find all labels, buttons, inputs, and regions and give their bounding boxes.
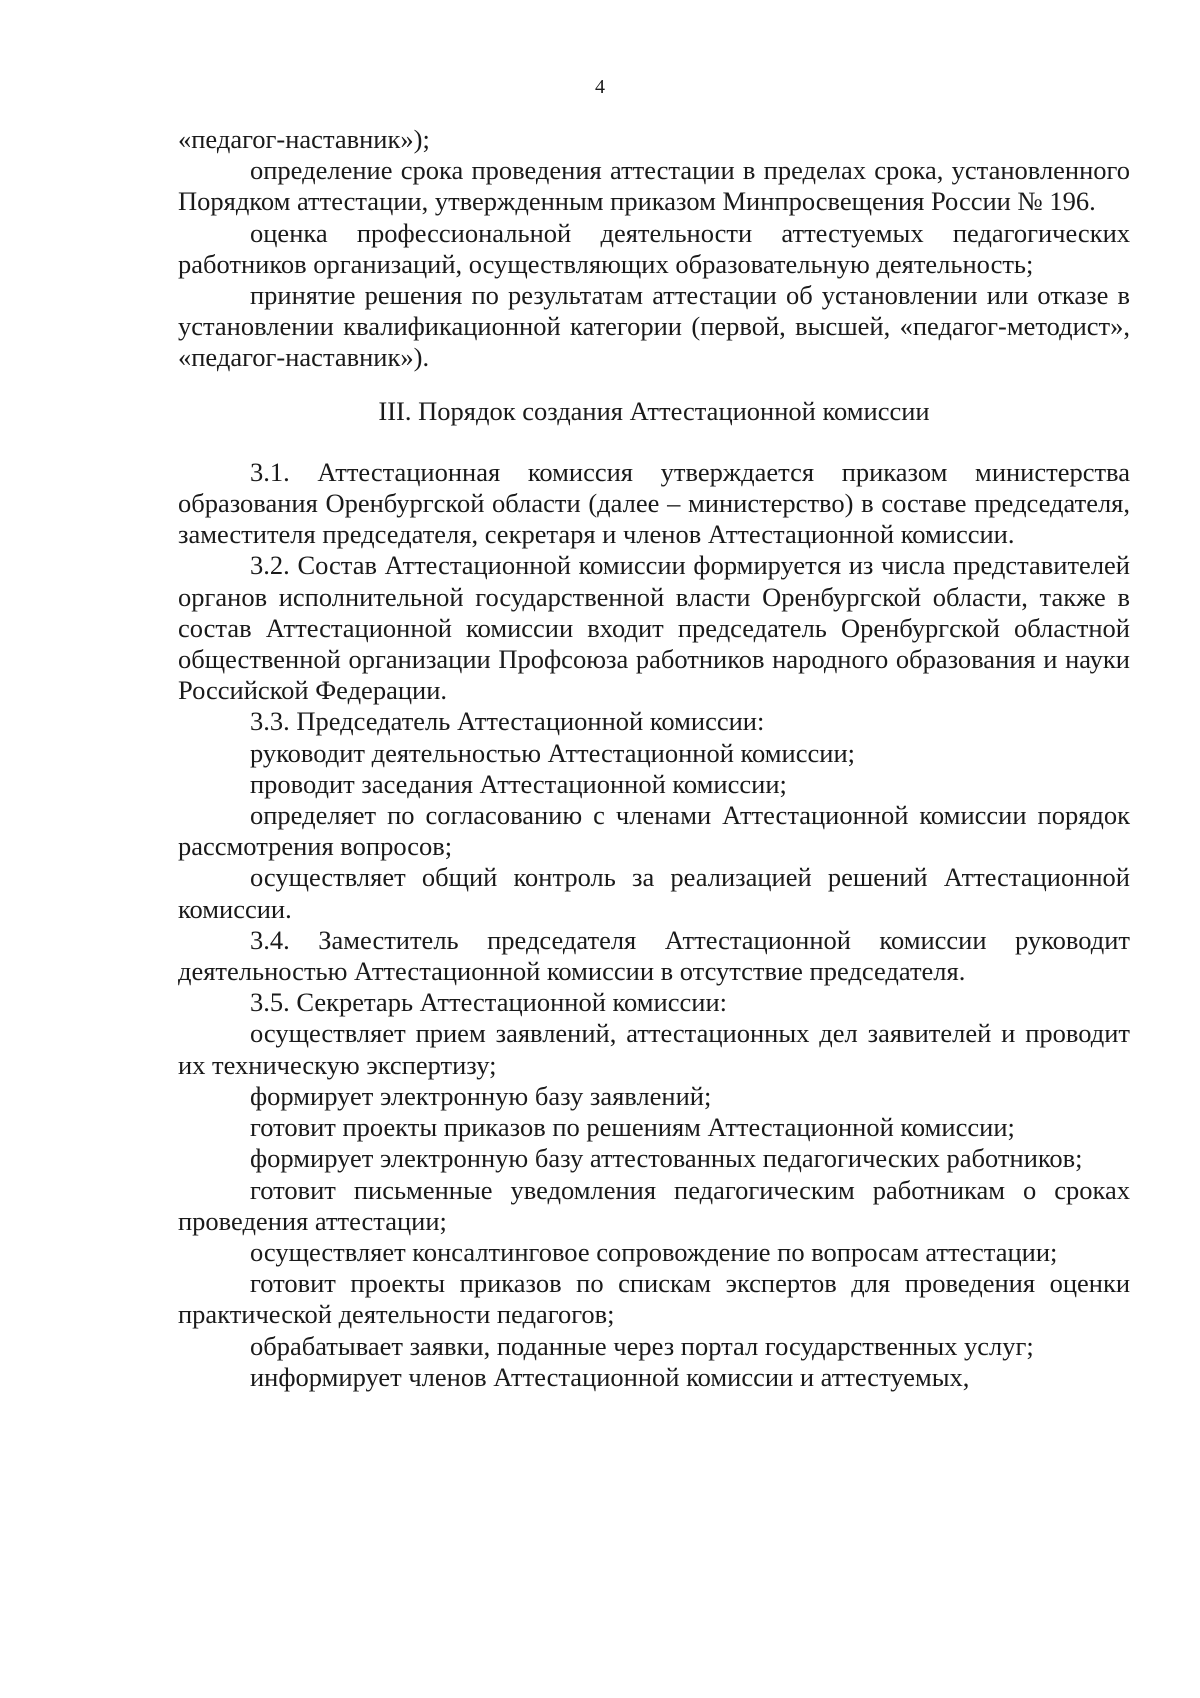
section-heading: III. Порядок создания Аттестационной комиссии <box>378 395 930 426</box>
paragraph-3-3: 3.3. Председатель Аттестационной комиссии: <box>250 706 765 737</box>
list-item: формирует электронную базу аттестованных педагогических работников; <box>250 1143 1083 1174</box>
paragraph-evaluation: оценка профессиональной деятельности аттестуемых педагогических работников организаций, осуществляющих образовательную деятельность; <box>178 217 1130 279</box>
list-item: готовит проекты приказов по спискам экспертов для проведения оценки практической деятельности педагогов; <box>178 1268 1130 1330</box>
document-body <box>178 124 1130 1393</box>
paragraph-3-5: 3.5. Секретарь Аттестационной комиссии: <box>250 987 727 1018</box>
paragraph-continuation: «педагог-наставник»); <box>178 124 430 154</box>
paragraph-term-determination: определение срока проведения аттестации в пределах срока, установленного Порядком аттестации, утвержденным приказом Минпросвещения России № 196. <box>178 155 1130 217</box>
paragraph-3-1: 3.1. Аттестационная комиссия утверждается приказом министерства образования Оренбургской области (далее – министерство) в составе председателя, заместителя председателя, секретаря и членов Аттестационной комиссии. <box>178 456 1130 550</box>
list-item: готовит письменные уведомления педагогическим работникам о сроках проведения аттестации; <box>178 1174 1130 1236</box>
page-number: 4 <box>595 76 605 98</box>
list-item: руководит деятельностью Аттестационной комиссии; <box>250 737 855 768</box>
list-item: осуществляет прием заявлений, аттестационных дел заявителей и проводит их техническую экспертизу; <box>178 1018 1130 1080</box>
list-item: готовит проекты приказов по решениям Аттестационной комиссии; <box>250 1112 1015 1143</box>
list-item: проводит заседания Аттестационной комиссии; <box>250 768 787 799</box>
paragraph-3-4: 3.4. Заместитель председателя Аттестационной комиссии руководит деятельностью Аттестационной комиссии в отсутствие председателя. <box>178 924 1130 987</box>
list-item: осуществляет общий контроль за реализацией решений Аттестационной комиссии. <box>178 862 1130 924</box>
paragraph-decision: принятие решения по результатам аттестации об установлении или отказе в установлении квалификационной категории (первой, высшей, «педагог-методист», «педагог-наставник»). <box>178 280 1130 373</box>
list-item: осуществляет консалтинговое сопровождение по вопросам аттестации; <box>250 1236 1058 1267</box>
list-item: определяет по согласованию с членами Аттестационной комиссии порядок рассмотрения вопросов; <box>178 800 1130 862</box>
list-item: обрабатывает заявки, поданные через портал государственных услуг; <box>250 1330 1034 1361</box>
list-item: информирует членов Аттестационной комиссии и аттестуемых, <box>250 1361 970 1392</box>
paragraph-3-2: 3.2. Состав Аттестационной комиссии формируется из числа представителей органов исполнительной государственной власти Оренбургской области, также в состав Аттестационной комиссии входит председатель Оренбургской областной общественной организации Профсоюза работников народного образования и науки Российской Федерации. <box>178 550 1130 706</box>
list-item: формирует электронную базу заявлений; <box>250 1080 712 1111</box>
